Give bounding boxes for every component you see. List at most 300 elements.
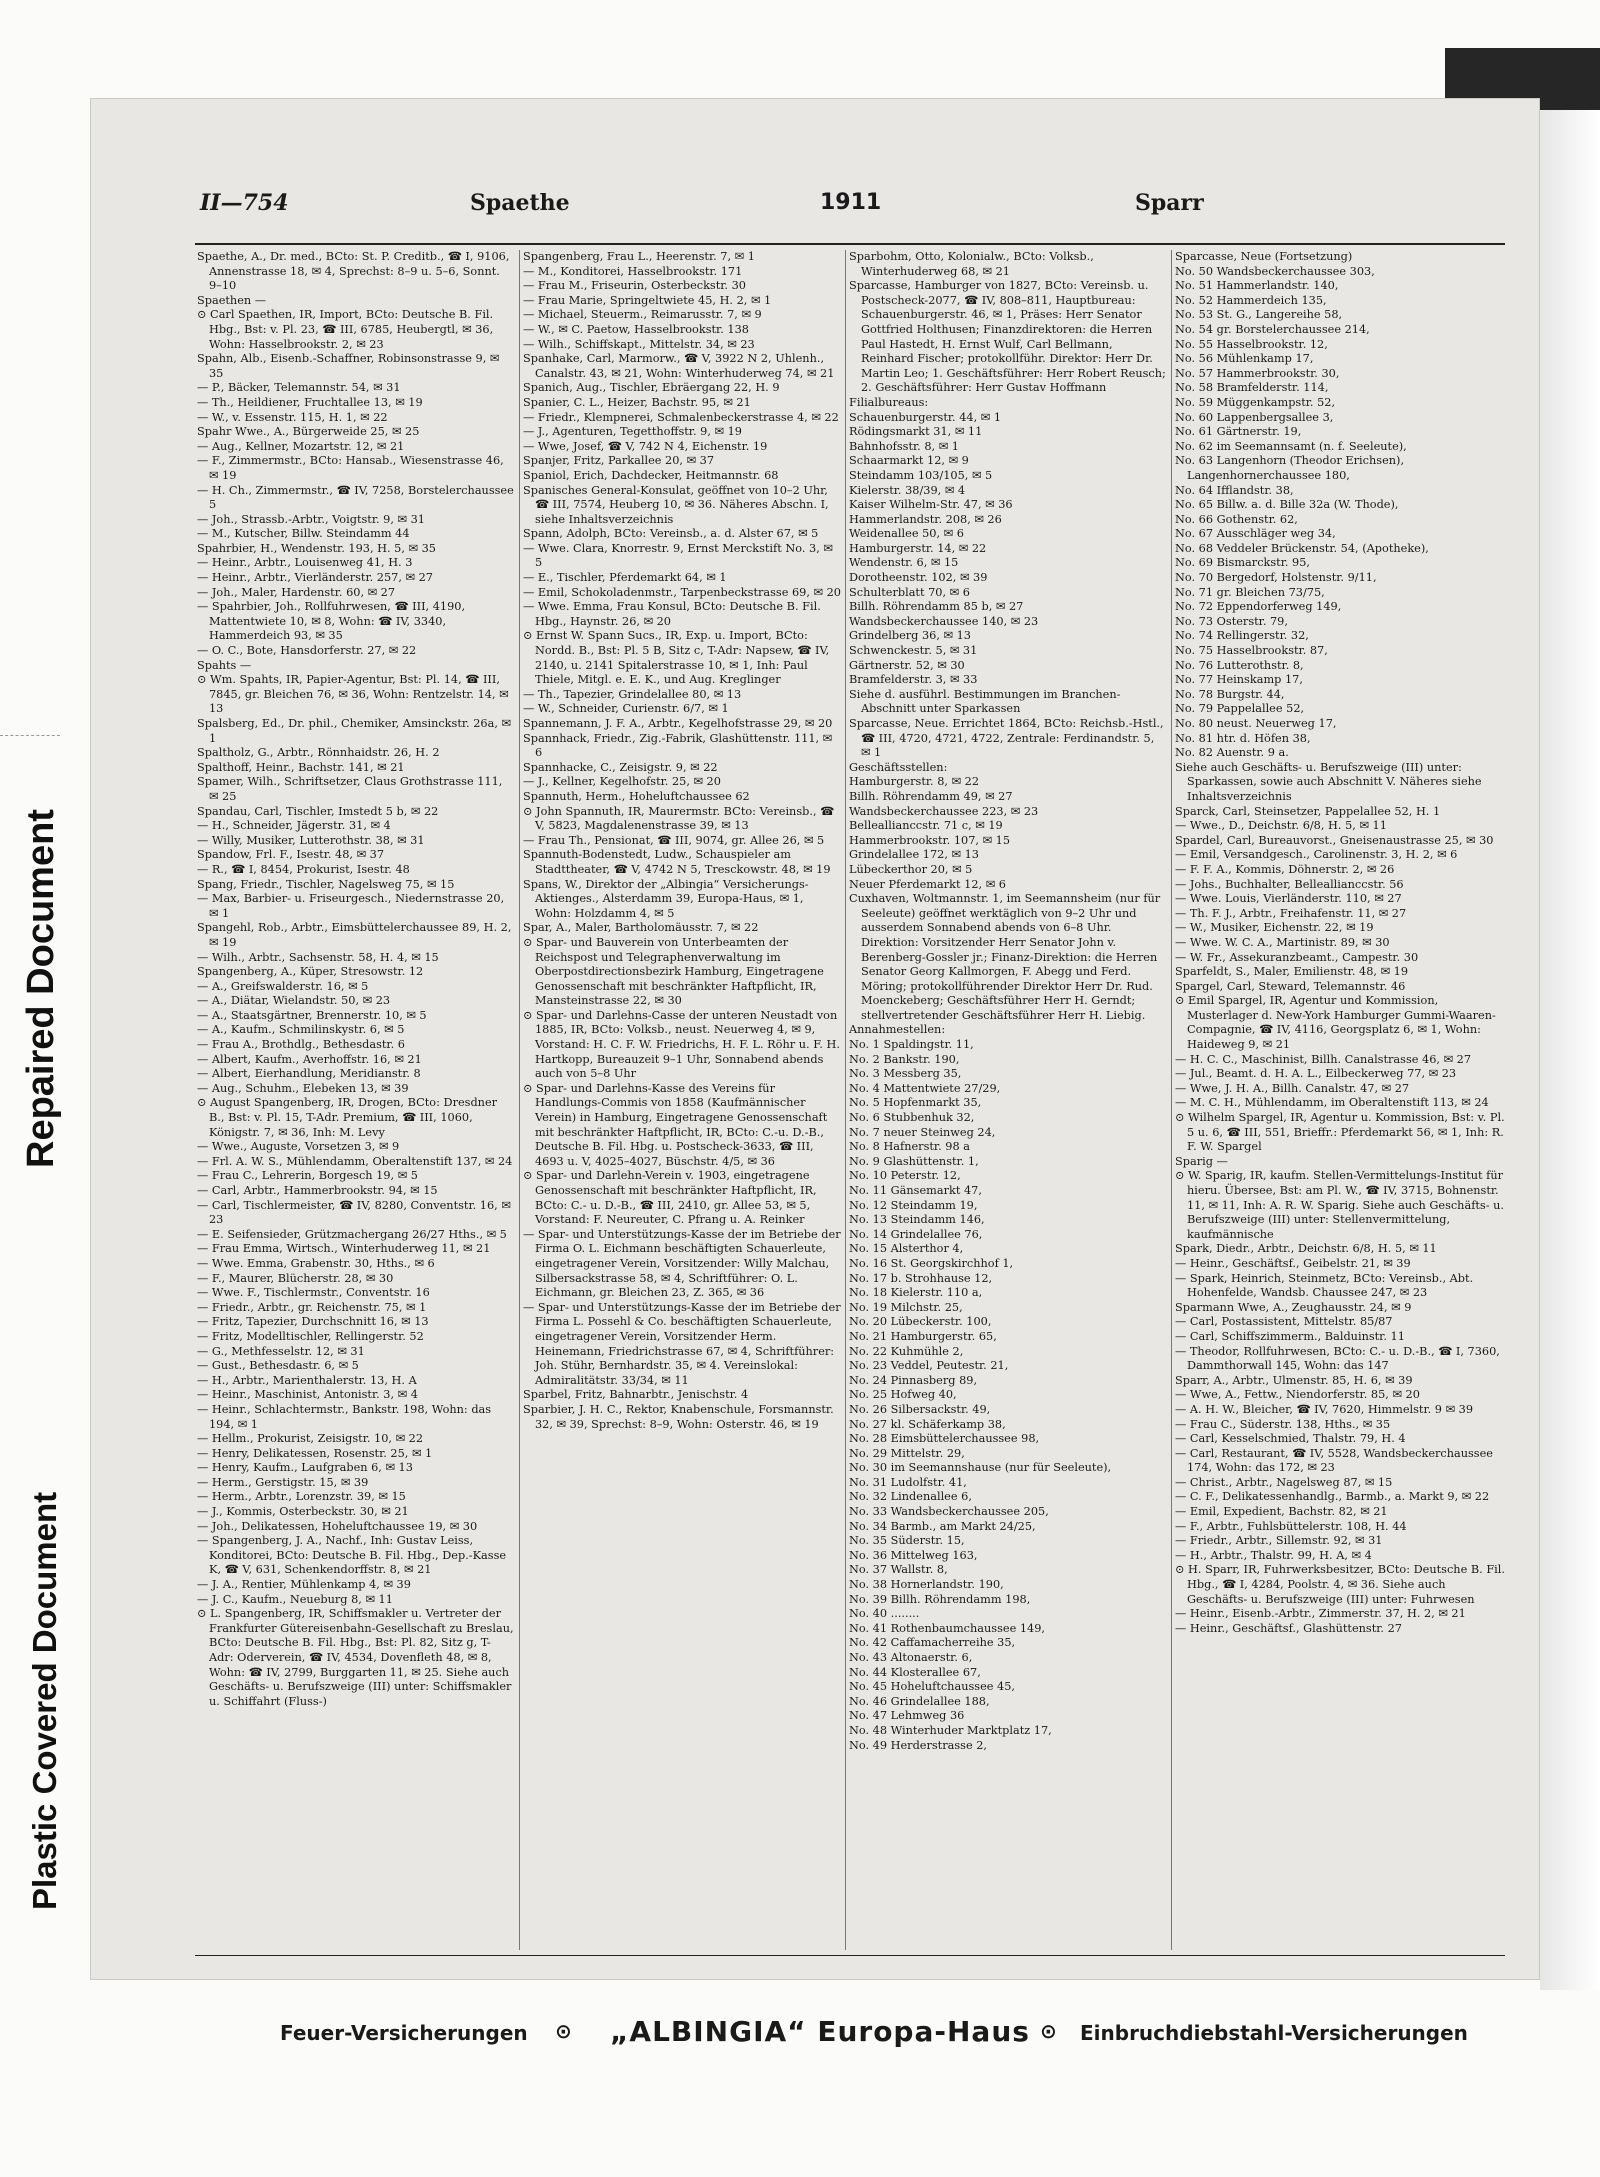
- column-divider: [519, 250, 520, 1950]
- directory-entry: — F., Zimmermstr., BCto: Hansab., Wiesenstrasse 46, ✉ 19: [197, 454, 504, 482]
- directory-entry: — C. F., Delikatessenhandlg., Barmb., a. Markt 9, ✉ 22: [1175, 1490, 1490, 1504]
- directory-entry: No. 76 Lutterothstr. 8,: [1175, 658, 1304, 672]
- directory-entry: No. 12 Steindamm 19,: [849, 1198, 978, 1212]
- directory-entry: — Wwe. Clara, Knorrestr. 9, Ernst Merckstift No. 3, ✉ 5: [523, 541, 833, 570]
- directory-entry: Sparr, A., Arbtr., Ulmenstr. 85, H. 6, ✉ 39: [1175, 1373, 1413, 1387]
- directory-entry: — Albert, Eierhandlung, Meridianstr. 8: [197, 1067, 421, 1081]
- directory-entry: — Heinr., Maschinist, Antonistr. 3, ✉ 4: [197, 1388, 418, 1402]
- directory-entry: Spanjer, Fritz, Parkallee 20, ✉ 37: [523, 454, 715, 468]
- directory-entry: Geschäftsstellen:: [849, 760, 948, 774]
- directory-entry: Spangenberg, Frau L., Heerenstr. 7, ✉ 1: [523, 250, 755, 263]
- directory-entry: ⊙ Ernst W. Spann Sucs., IR, Exp. u. Import, BCto: Nordd. B., Bst: Pl. 5 B, Sitz c, T-Adr: Napsew, ☎ IV, 2140, u. 2141 Spitalerstrasse 10, ✉ 1, Inh: Paul Thiele, Mitgl. e. E. K., und Aug. Kreglinger: [523, 629, 830, 687]
- directory-entry: — Henry, Delikatessen, Rosenstr. 25, ✉ 1: [197, 1446, 433, 1460]
- directory-entry: — Frau C., Lehrerin, Borgesch 19, ✉ 5: [197, 1169, 418, 1183]
- directory-entry: No. 78 Burgstr. 44,: [1175, 687, 1285, 701]
- directory-entry: — J., Kellner, Kegelhofstr. 25, ✉ 20: [523, 775, 721, 789]
- directory-entry: — Fritz, Modelltischler, Rellingerstr. 52: [197, 1329, 424, 1343]
- directory-entry: — H., Arbtr., Thalstr. 99, H. A, ✉ 4: [1175, 1548, 1372, 1562]
- directory-entry: No. 81 htr. d. Höfen 38,: [1175, 731, 1311, 745]
- directory-entry: Spannuth, Herm., Hoheluftchaussee 62: [523, 789, 750, 803]
- directory-entry: — Spangenberg, J. A., Nachf., Inh: Gustav Leiss, Konditorei, BCto: Deutsche B. Fil. Hbg., Dep.-Kasse K, ☎ V, 631, Schenkendorffstr. 8, ✉ 21: [197, 1534, 507, 1577]
- directory-entry: — Joh., Strassb.-Arbtr., Voigtstr. 9, ✉ 31: [197, 512, 425, 526]
- directory-entry: — Joh., Delikatessen, Hoheluftchaussee 19, ✉ 30: [197, 1519, 478, 1533]
- directory-entry: No. 60 Lappenbergsallee 3,: [1175, 410, 1334, 424]
- directory-entry: — Heinr., Geschäftsf., Glashüttenstr. 27: [1175, 1621, 1402, 1635]
- directory-entry: ⊙ Spar- und Darlehn-Verein v. 1903, eingetragene Genossenschaft mit beschränkter Haftpflicht, IR, BCto: C.- u. D.-B., ☎ III, 2410, gr. Allee 53, ✉ 5, Vorstand: F. Neureuter, C. Pfrang u. A. Reinker: [523, 1169, 817, 1227]
- directory-entry: — Friedr., Arbtr., Sillemstr. 92, ✉ 31: [1175, 1534, 1383, 1548]
- directory-entry: Sparck, Carl, Steinsetzer, Pappelallee 52, H. 1: [1175, 804, 1441, 818]
- directory-entry: Siehe auch Geschäfts- u. Berufszweige (III) unter: Sparkassen, sowie auch Abschnitt V. Näheres siehe Inhaltsverzeichnis: [1175, 760, 1482, 803]
- directory-entry: Spanisches General-Konsulat, geöffnet von 10–2 Uhr, ☎ III, 7574, Heuberg 10, ✉ 36. Näheres Abschn. I, siehe Inhaltsverzeichnis: [523, 483, 829, 526]
- directory-entry: ⊙ Spar- und Darlehns-Casse der unteren Neustadt von 1885, IR, BCto: Volksb., neust. Neuerweg 4, ✉ 9, Vorstand: H. C. F. W. Friedrichs, H. F. L. Röhr u. F. H. Hartkopp, Bureauzeit 9–1 Uhr, Sonnabend abends auch von 5–8 Uhr: [523, 1008, 840, 1081]
- directory-entry: No. 38 Hornerlandstr. 190,: [849, 1578, 1004, 1592]
- directory-entry: ⊙ August Spangenberg, IR, Drogen, BCto: Dresdner B., Bst: v. Pl. 15, T-Adr. Premium, ☎ III, 1060, Königstr. 7, ✉ 36, Inh: M. Levy: [197, 1096, 498, 1139]
- directory-entry: Schwenckestr. 5, ✉ 31: [849, 644, 978, 658]
- ad-burglary-insurance: Einbruchdiebstahl-Versicherungen: [1080, 2021, 1468, 2045]
- directory-entry: Spalthoff, Heinr., Bachstr. 141, ✉ 21: [197, 760, 405, 774]
- directory-entry: Schauenburgerstr. 44, ✉ 1: [849, 410, 1002, 424]
- directory-entry: Sparbohm, Otto, Kolonialw., BCto: Volksb., Winterhuderweg 68, ✉ 21: [849, 250, 1094, 278]
- directory-entry: Sparfeldt, S., Maler, Emilienstr. 48, ✉ 19: [1175, 965, 1409, 979]
- directory-entry: No. 1 Spaldingstr. 11,: [849, 1038, 974, 1052]
- directory-entry: Wandsbeckerchaussee 223, ✉ 23: [849, 804, 1039, 818]
- directory-entry: No. 72 Eppendorferweg 149,: [1175, 600, 1342, 614]
- directory-entry: — Wwe. Emma, Grabenstr. 30, Hths., ✉ 6: [197, 1256, 435, 1270]
- directory-entry: Belleallianccstr. 71 c, ✉ 19: [849, 819, 1003, 833]
- directory-entry: — A., Greifswalderstr. 16, ✉ 5: [197, 979, 369, 993]
- directory-entry: ⊙ Wm. Spahts, IR, Papier-Agentur, Bst: Pl. 14, ☎ III, 7845, gr. Bleichen 76, ✉ 36, Wohn: Rentzelstr. 14, ✉ 13: [197, 673, 509, 716]
- directory-entry: No. 48 Winterhuder Marktplatz 17,: [849, 1723, 1052, 1737]
- directory-entry: — Frau A., Brothdlg., Bethesdastr. 6: [197, 1038, 405, 1052]
- directory-entry: — Th., Heildiener, Fruchtallee 13, ✉ 19: [197, 395, 423, 409]
- directory-entry: Sparcasse, Hamburger von 1827, BCto: Vereinsb. u. Postscheck-2077, ☎ IV, 808–811, Hauptbureau: Schauenburgerstr. 46, ✉ 1, Präses: Herr Senator Gottfried Holthusen; Finanzdirektoren: die Herren Paul Hastedt, H. Ernst Wulf, Carl Bellmann, Reinhard Fischer; protokollführ. Direktor: Herr Dr. Martin Leo; 1. Geschäftsführer: Herr Robert Reusch; 2. Geschäftsführer: Herr Gustav Hoffmann: [849, 279, 1166, 395]
- directory-entry: — Wwe, Josef, ☎ V, 742 N 4, Eichenstr. 19: [523, 439, 768, 453]
- directory-entry: No. 75 Hasselbrookstr. 87,: [1175, 644, 1328, 658]
- directory-entry: No. 63 Langenhorn (Theodor Erichsen), Langenhornerchaussee 180,: [1175, 454, 1405, 482]
- directory-entry: No. 51 Hammerlandstr. 140,: [1175, 279, 1339, 293]
- directory-entry: — J. C., Kaufm., Neueburg 8, ✉ 11: [197, 1592, 393, 1606]
- directory-entry: No. 80 neust. Neuerweg 17,: [1175, 717, 1337, 730]
- directory-entry: No. 11 Gänsemarkt 47,: [849, 1184, 982, 1197]
- directory-entry: ⊙ W. Sparig, IR, kaufm. Stellen-Vermittelungs-Institut für hieru. Übersee, Bst: am Pl. W., ☎ IV, 3715, Bohnenstr. 11, ✉ 11, Inh: A. R. W. Sparig. Siehe auch Geschäfts- u. Berufszweige (III) unter: Stellenvermittelung, kaufmännische: [1175, 1169, 1504, 1241]
- directory-entry: — Heinr., Geschäftsf., Geibelstr. 21, ✉ 39: [1175, 1256, 1411, 1270]
- directory-entry: No. 42 Caffamacherreihe 35,: [849, 1636, 1016, 1650]
- directory-entry: No. 37 Wallstr. 8,: [849, 1563, 948, 1577]
- directory-entry: No. 32 Lindenallee 6,: [849, 1490, 972, 1504]
- directory-entry: — Michael, Steuerm., Reimarusstr. 7, ✉ 9: [523, 308, 762, 322]
- directory-entry: — Spark, Heinrich, Steinmetz, BCto: Vereinsb., Abt. Hohenfelde, Wandsb. Chaussee 247, ✉ 23: [1175, 1271, 1474, 1300]
- directory-entry: Cuxhaven, Woltmannstr. 1, im Seemannsheim (nur für Seeleute) geöffnet werktäglich von 9–2 Uhr und ausserdem Sonnabend abends von 6–8 Uhr. Direktion: Vorsitzender Herr Senator John v. Berenberg-Gossler jr.; Finanz-Direktion: die Herren Senator Georg Kallmorgen, F. Abegg und Ferd. Möring; protokollführender Direktor Herr Dr. Rud. Moenckeberg; Geschäftsführer Herr H. Gerndt; stellvertretender Geschäftsführer Herr H. Liebig.: [849, 892, 1161, 1022]
- directory-entry: Spargel, Carl, Steward, Telemannstr. 46: [1175, 979, 1406, 993]
- directory-entry: Spannhack, Friedr., Zig.-Fabrik, Glashüttenstr. 111, ✉ 6: [523, 731, 833, 760]
- directory-entry: Wendenstr. 6, ✉ 15: [849, 556, 959, 570]
- directory-entry: — Frau C., Süderstr. 138, Hths., ✉ 35: [1175, 1417, 1391, 1431]
- directory-entry: — Wilh., Arbtr., Sachsenstr. 58, H. 4, ✉ 15: [197, 950, 439, 964]
- directory-entry: Spangenberg, A., Küper, Stresowstr. 12: [197, 965, 424, 979]
- directory-entry: — Emil, Versandgesch., Carolinenstr. 3, H. 2, ✉ 6: [1175, 848, 1458, 862]
- directory-entry: No. 30 im Seemannshause (nur für Seeleute),: [849, 1461, 1112, 1475]
- directory-column-2: [523, 250, 841, 1950]
- directory-entry: — H. Ch., Zimmermstr., ☎ IV, 7258, Borstelerchaussee 5: [197, 483, 514, 512]
- directory-entry: — Frau Th., Pensionat, ☎ III, 9074, gr. Allee 26, ✉ 5: [523, 833, 825, 847]
- directory-entry: Hammerlandstr. 208, ✉ 26: [849, 512, 1002, 526]
- directory-entry: — Gust., Bethesdastr. 6, ✉ 5: [197, 1359, 359, 1373]
- directory-entry: Billh. Röhrendamm 85 b, ✉ 27: [849, 600, 1024, 614]
- directory-entry: No. 61 Gärtnerstr. 19,: [1175, 425, 1302, 439]
- directory-entry: — W., v. Essenstr. 115, H. 1, ✉ 22: [197, 410, 388, 424]
- directory-entry: Spang, Friedr., Tischler, Nagelsweg 75, ✉ 15: [197, 877, 455, 891]
- directory-entry: No. 29 Mittelstr. 29,: [849, 1446, 965, 1460]
- directory-entry: — Carl, Postassistent, Mittelstr. 85/87: [1175, 1315, 1393, 1329]
- directory-entry: — Friedr., Klempnerei, Schmalenbeckerstrasse 4, ✉ 22: [523, 410, 839, 424]
- directory-entry: No. 16 St. Georgskirchhof 1,: [849, 1256, 1014, 1270]
- directory-entry: — M., Konditorei, Hasselbrookstr. 171: [523, 264, 743, 278]
- directory-entry: No. 70 Bergedorf, Holstenstr. 9/11,: [1175, 571, 1377, 585]
- directory-entry: Spamer, Wilh., Schriftsetzer, Claus Grothstrasse 111, ✉ 25: [197, 775, 503, 803]
- directory-entry: ⊙ L. Spangenberg, IR, Schiffsmakler u. Vertreter der Frankfurter Gütereisenbahn-Gesellschaft zu Breslau, BCto: Deutsche B. Fil. Hbg., Bst: Pl. 82, Sitz g, T-Adr: Oderverein, ☎ IV, 4534, Dovenfleth 48, ✉ 8, Wohn: ☎ IV, 2799, Burggarten 11, ✉ 25. Siehe auch Geschäfts- u. Berufszweige (III) unter: Schiffsmakler u. Schiffahrt (Fluss-): [197, 1607, 514, 1708]
- directory-entry: No. 45 Hoheluftchaussee 45,: [849, 1680, 1015, 1694]
- directory-entry: — Frau Emma, Wirtsch., Winterhuderweg 11, ✉ 21: [197, 1242, 491, 1256]
- directory-entry: Grindelallee 172, ✉ 13: [849, 848, 979, 862]
- directory-entry: No. 52 Hammerdeich 135,: [1175, 293, 1327, 307]
- directory-entry: Spannuth-Bodenstedt, Ludw., Schauspieler am Stadttheater, ☎ V, 4742 N 5, Tresckowstr. 48, ✉ 19: [523, 848, 831, 876]
- directory-entry: No. 31 Ludolfstr. 41,: [849, 1475, 967, 1489]
- directory-entry: Kielerstr. 38/39, ✉ 4: [849, 483, 966, 497]
- directory-entry: — Heinr., Schlachtermstr., Bankstr. 198, Wohn: das 194, ✉ 1: [197, 1402, 492, 1431]
- directory-entry: — Willy, Musiker, Lutterothstr. 38, ✉ 31: [197, 833, 425, 847]
- directory-entry: Siehe d. ausführl. Bestimmungen im Branchen-Abschnitt unter Sparkassen: [849, 687, 1121, 716]
- directory-entry: Wandsbeckerchaussee 140, ✉ 23: [849, 614, 1039, 628]
- running-head: [100, 190, 1530, 230]
- directory-entry: Spanier, C. L., Heizer, Bachstr. 95, ✉ 21: [523, 395, 751, 409]
- directory-entry: No. 58 Bramfelderstr. 114,: [1175, 381, 1329, 395]
- directory-entry: Bramfelderstr. 3, ✉ 33: [849, 673, 978, 687]
- ad-bullet-icon: ⊙: [555, 2019, 572, 2043]
- directory-entry: No. 10 Peterstr. 12,: [849, 1169, 961, 1183]
- directory-entry: ⊙ Spar- und Bauverein von Unterbeamten der Reichspost und Telegraphenverwaltung im Oberpostdirectionsbezirk Hamburg, Eingetragene Genossenschaft mit beschränkter Haftpflicht, IR, Mansteinstrasse 22, ✉ 30: [523, 935, 824, 1008]
- directory-entry: Kaiser Wilhelm-Str. 47, ✉ 36: [849, 498, 1013, 512]
- directory-entry: No. 56 Mühlenkamp 17,: [1175, 352, 1314, 366]
- directory-entry: Schaarmarkt 12, ✉ 9: [849, 454, 969, 468]
- directory-entry: Spans, W., Direktor der „Albingia“ Versicherungs-Aktienges., Alsterdamm 39, Europa-Haus, ✉ 1, Wohn: Holzdamm 4, ✉ 5: [523, 877, 809, 920]
- page-number: II—754: [200, 190, 289, 216]
- directory-entry: — M., Kutscher, Billw. Steindamm 44: [197, 527, 410, 541]
- directory-entry: — Heinr., Arbtr., Louisenweg 41, H. 3: [197, 556, 413, 570]
- directory-entry: Spandau, Carl, Tischler, Imstedt 5 b, ✉ 22: [197, 804, 439, 818]
- header-rule: [195, 243, 1505, 245]
- directory-entry: — Spar- und Unterstützungs-Kasse der im Betriebe der Firma O. L. Eichmann beschäftigten Schauerleute, eingetragener Verein, Vorsitzender: Willy Malchau, Silbersackstrasse 58, ✉ 4, Schriftführer: O. L. Eichmann, gr. Bleichen 23, Z. 365, ✉ 36: [523, 1227, 841, 1300]
- directory-entry: Spanhake, Carl, Marmorw., ☎ V, 3922 N 2, Uhlenh., Canalstr. 43, ✉ 21, Wohn: Winterhuderweg 74, ✉ 21: [523, 352, 835, 380]
- directory-entry: No. 2 Bankstr. 190,: [849, 1052, 960, 1066]
- directory-entry: No. 64 Ifflandstr. 38,: [1175, 483, 1294, 497]
- directory-entry: Filialbureaus:: [849, 395, 929, 409]
- directory-entry: — F. F. A., Kommis, Döhnerstr. 2, ✉ 26: [1175, 862, 1395, 876]
- directory-entry: — F., Arbtr., Fuhlsbüttelerstr. 108, H. 44: [1175, 1519, 1407, 1533]
- directory-entry: No. 67 Ausschläger weg 34,: [1175, 527, 1336, 541]
- directory-entry: — Joh., Maler, Hardenstr. 60, ✉ 27: [197, 585, 396, 599]
- directory-entry: — H., Arbtr., Marienthalerstr. 13, H. A: [197, 1373, 417, 1387]
- directory-entry: — Henry, Kaufm., Laufgraben 6, ✉ 13: [197, 1461, 413, 1475]
- directory-entry: Spaethe, A., Dr. med., BCto: St. P. Creditb., ☎ I, 9106, Annenstrasse 18, ✉ 4, Sprechst: 8–9 u. 5–6, Sonnt. 9–10: [197, 250, 510, 293]
- directory-entry: No. 66 Gothenstr. 62,: [1175, 512, 1298, 526]
- directory-entry: — A. H. W., Bleicher, ☎ IV, 7620, Himmelstr. 9 ✉ 39: [1175, 1402, 1474, 1416]
- directory-entry: — Carl, Restaurant, ☎ IV, 5528, Wandsbeckerchaussee 174, Wohn: das 172, ✉ 23: [1175, 1446, 1493, 1475]
- directory-entry: — Friedr., Arbtr., gr. Reichenstr. 75, ✉ 1: [197, 1300, 427, 1314]
- directory-entry: — Herm., Gerstigstr. 15, ✉ 39: [197, 1475, 369, 1489]
- directory-entry: Spark, Diedr., Arbtr., Deichstr. 6/8, H. 5, ✉ 11: [1175, 1242, 1437, 1256]
- directory-entry: No. 4 Mattentwiete 27/29,: [849, 1081, 1001, 1095]
- directory-entry: No. 36 Mittelweg 163,: [849, 1548, 978, 1562]
- directory-entry: — W. Fr., Assekuranzbeamt., Campestr. 30: [1175, 950, 1419, 964]
- directory-entry: Spannhacke, C., Zeisigstr. 9, ✉ 22: [523, 760, 718, 774]
- directory-entry: — Johs., Buchhalter, Belleallianccstr. 56: [1175, 877, 1404, 891]
- directory-entry: — Frau M., Friseurin, Osterbeckstr. 30: [523, 279, 746, 293]
- directory-entry: No. 15 Alsterthor 4,: [849, 1242, 964, 1256]
- directory-entry: Spar, A., Maler, Bartholomäusstr. 7, ✉ 22: [523, 921, 759, 935]
- directory-entry: ⊙ Emil Spargel, IR, Agentur und Kommission, Musterlager d. New-York Hamburger Gummi-Waaren-Compagnie, ☎ IV, 4116, Georgsplatz 6, ✉ 1, Wohn: Haideweg 9, ✉ 21: [1175, 994, 1496, 1052]
- directory-entry: Hamburgerstr. 8, ✉ 22: [849, 775, 980, 789]
- directory-entry: — Frau Marie, Springeltwiete 45, H. 2, ✉ 1: [523, 293, 772, 307]
- directory-entry: Rödingsmarkt 31, ✉ 11: [849, 425, 983, 439]
- directory-entry: No. 68 Veddeler Brückenstr. 54, (Apotheke),: [1175, 541, 1429, 555]
- directory-entry: — Max, Barbier- u. Friseurgesch., Niedernstrasse 20, ✉ 1: [197, 892, 505, 920]
- directory-entry: — G., Methfesselstr. 12, ✉ 31: [197, 1344, 365, 1358]
- directory-entry: Spardel, Carl, Bureauvorst., Gneisenaustrasse 25, ✉ 30: [1175, 833, 1494, 847]
- directory-entry: No. 79 Pappelallee 52,: [1175, 702, 1305, 716]
- directory-entry: — Albert, Kaufm., Averhoffstr. 16, ✉ 21: [197, 1052, 422, 1066]
- directory-entry: Gärtnerstr. 52, ✉ 30: [849, 658, 965, 672]
- directory-entry: — W., Musiker, Eichenstr. 22, ✉ 19: [1175, 921, 1374, 935]
- directory-entry: No. 57 Hammerbrookstr. 30,: [1175, 366, 1340, 380]
- directory-entry: — H., Schneider, Jägerstr. 31, ✉ 4: [197, 819, 391, 833]
- directory-entry: No. 35 Süderstr. 15,: [849, 1534, 965, 1548]
- directory-entry: — Th. F. J., Arbtr., Freihafenstr. 11, ✉ 27: [1175, 906, 1407, 920]
- directory-entry: No. 82 Auenstr. 9 a.: [1175, 746, 1289, 760]
- plastic-covered-document-label: Plastic Covered Document: [26, 1491, 63, 1910]
- directory-entry: — E., Tischler, Pferdemarkt 64, ✉ 1: [523, 571, 727, 585]
- directory-entry: — Heinr., Arbtr., Vierländerstr. 257, ✉ 27: [197, 571, 433, 585]
- directory-entry: — Wwe., Auguste, Vorsetzen 3, ✉ 9: [197, 1140, 400, 1154]
- directory-entry: — Wwe., D., Deichstr. 6/8, H. 5, ✉ 11: [1175, 819, 1387, 833]
- directory-entry: — Emil, Schokoladenmstr., Tarpenbeckstrasse 69, ✉ 20: [523, 585, 841, 599]
- directory-entry: — A., Diätar, Wielandstr. 50, ✉ 23: [197, 994, 391, 1008]
- directory-entry: Hamburgerstr. 14, ✉ 22: [849, 541, 987, 555]
- directory-entry: Annahmestellen:: [849, 1023, 946, 1037]
- directory-entry: No. 14 Grindelallee 76,: [849, 1227, 983, 1241]
- directory-entry: No. 9 Glashüttenstr. 1,: [849, 1154, 979, 1168]
- directory-entry: — A., Kaufm., Schmilinskystr. 6, ✉ 5: [197, 1023, 405, 1037]
- directory-entry: — A., Staatsgärtner, Brennerstr. 10, ✉ 5: [197, 1008, 427, 1022]
- directory-entry: Sparmann Wwe, A., Zeughausstr. 24, ✉ 9: [1175, 1300, 1412, 1314]
- directory-entry: No. 54 gr. Borstelerchaussee 214,: [1175, 322, 1370, 336]
- directory-entry: — Carl, Schiffszimmerm., Balduinstr. 11: [1175, 1329, 1405, 1343]
- directory-entry: Spannemann, J. F. A., Arbtr., Kegelhofstrasse 29, ✉ 20: [523, 717, 833, 730]
- directory-entry: — Fritz, Tapezier, Durchschnitt 16, ✉ 13: [197, 1315, 429, 1329]
- directory-entry: No. 13 Steindamm 146,: [849, 1213, 985, 1227]
- directory-entry: Sparcasse, Neue (Fortsetzung): [1175, 250, 1353, 263]
- directory-entry: — Aug., Schuhm., Elebeken 13, ✉ 39: [197, 1081, 409, 1095]
- page-edge-shadow: [1540, 110, 1600, 1990]
- directory-entry: — Theodor, Rollfuhrwesen, BCto: C.- u. D.-B., ☎ I, 7360, Dammthorwall 145, Wohn: das 147: [1175, 1344, 1500, 1373]
- directory-entry: — E. Seifensieder, Grützmachergang 26/27 Hths., ✉ 5: [197, 1227, 507, 1241]
- directory-entry: — J. A., Rentier, Mühlenkamp 4, ✉ 39: [197, 1578, 411, 1592]
- directory-entry: — R., ☎ I, 8454, Prokurist, Isestr. 48: [197, 862, 410, 876]
- directory-entry: Spaniol, Erich, Dachdecker, Heitmannstr. 68: [523, 468, 779, 482]
- directory-entry: — Emil, Expedient, Bachstr. 82, ✉ 21: [1175, 1505, 1388, 1519]
- directory-entry: No. 5 Hopfenmarkt 35,: [849, 1096, 982, 1110]
- directory-entry: — J., Kommis, Osterbeckstr. 30, ✉ 21: [197, 1505, 409, 1519]
- directory-entry: — Carl, Arbtr., Hammerbrookstr. 94, ✉ 15: [197, 1184, 438, 1197]
- directory-entry: Hammerbrookstr. 107, ✉ 15: [849, 833, 1011, 847]
- directory-entry: No. 69 Bismarckstr. 95,: [1175, 556, 1311, 570]
- directory-entry: Schulterblatt 70, ✉ 6: [849, 585, 970, 599]
- directory-entry: — Hellm., Prokurist, Zeisigstr. 10, ✉ 22: [197, 1432, 424, 1446]
- directory-entry: No. 33 Wandsbeckerchaussee 205,: [849, 1505, 1049, 1519]
- directory-entry: Weidenallee 50, ✉ 6: [849, 527, 964, 541]
- directory-entry: No. 8 Hafnerstr. 98 a: [849, 1140, 970, 1154]
- directory-entry: Spahn, Alb., Eisenb.-Schaffner, Robinsonstrasse 9, ✉ 35: [197, 352, 500, 380]
- directory-entry: — O. C., Bote, Hansdorferstr. 27, ✉ 22: [197, 644, 417, 658]
- directory-entry: Spahrbier, H., Wendenstr. 193, H. 5, ✉ 35: [197, 541, 436, 555]
- head-left-name: Spaethe: [470, 190, 570, 216]
- directory-entry: ⊙ Wilhelm Spargel, IR, Agentur u. Kommission, Bst: v. Pl. 5 u. 6, ☎ III, 551, Brieffr.: Pferdemarkt 56, ✉ 1, Inh: R. F. W. Spargel: [1175, 1111, 1505, 1154]
- directory-entry: Lübeckerthor 20, ✉ 5: [849, 862, 973, 876]
- directory-entry: — Christ., Arbtr., Nagelsweg 87, ✉ 15: [1175, 1475, 1393, 1489]
- directory-entry: ⊙ John Spannuth, IR, Maurermstr. BCto: Vereinsb., ☎ V, 5823, Magdalenenstrasse 39, ✉ 13: [523, 804, 835, 833]
- directory-entry: Spangehl, Rob., Arbtr., Eimsbüttelerchaussee 89, H. 2, ✉ 19: [197, 921, 512, 949]
- footer-rule: [195, 1955, 1505, 1956]
- directory-entry: No. 23 Veddel, Peutestr. 21,: [849, 1359, 1009, 1373]
- directory-entry: — Wwe, J. H. A., Billh. Canalstr. 47, ✉ 27: [1175, 1081, 1410, 1095]
- directory-entry: — Spar- und Unterstützungs-Kasse der im Betriebe der Firma L. Possehl & Co. beschäftigten Schauerleute, eingetragener Verein, Vorsitzender Herm. Heinemann, Friedrichstrasse 67, ✉ 4, Schriftführer: Joh. Stühr, Bernhardstr. 35, ✉ 4. Vereinslokal: Admiralitätstr. 33/34, ✉ 11: [523, 1300, 841, 1387]
- directory-entry: No. 43 Altonaerstr. 6,: [849, 1651, 973, 1664]
- ad-albingia: „ALBINGIA“ Europa-Haus: [610, 2015, 1030, 2048]
- directory-entry: Spahr Wwe., A., Bürgerweide 25, ✉ 25: [197, 425, 420, 439]
- directory-entry: Spanich, Aug., Tischler, Ebräergang 22, H. 9: [523, 381, 780, 395]
- directory-entry: — F., Maurer, Blücherstr. 28, ✉ 30: [197, 1271, 394, 1285]
- directory-column-4: [1175, 250, 1505, 1950]
- directory-entry: Spahts —: [197, 658, 252, 672]
- directory-entry: — Carl, Tischlermeister, ☎ IV, 8280, Conventstr. 16, ✉ 23: [197, 1198, 511, 1227]
- directory-entry: No. 25 Hofweg 40,: [849, 1388, 957, 1402]
- directory-entry: Spann, Adolph, BCto: Vereinsb., a. d. Alster 67, ✉ 5: [523, 527, 819, 541]
- directory-entry: — H. C. C., Maschinist, Billh. Canalstrasse 46, ✉ 27: [1175, 1052, 1472, 1066]
- directory-entry: Sparig —: [1175, 1154, 1228, 1168]
- directory-entry: — Herm., Arbtr., Lorenzstr. 39, ✉ 15: [197, 1490, 406, 1504]
- directory-entry: — Wwe. F., Tischlermstr., Conventstr. 16: [197, 1286, 430, 1300]
- directory-entry: No. 74 Rellingerstr. 32,: [1175, 629, 1309, 643]
- directory-entry: No. 27 kl. Schäferkamp 38,: [849, 1417, 1006, 1431]
- directory-entry: — W., ✉ C. Paetow, Hasselbrookstr. 138: [523, 322, 749, 336]
- directory-column-3: [849, 250, 1167, 1950]
- directory-entry: No. 21 Hamburgerstr. 65,: [849, 1329, 997, 1343]
- directory-entry: — Th., Tapezier, Grindelallee 80, ✉ 13: [523, 687, 742, 701]
- directory-entry: No. 41 Rothenbaumchaussee 149,: [849, 1621, 1045, 1635]
- directory-entry: No. 3 Messberg 35,: [849, 1067, 962, 1081]
- directory-entry: No. 62 im Seemannsamt (n. f. Seeleute),: [1175, 439, 1407, 453]
- directory-entry: No. 28 Eimsbüttelerchaussee 98,: [849, 1432, 1040, 1446]
- directory-entry: Bahnhofsstr. 8, ✉ 1: [849, 439, 959, 453]
- directory-entry: No. 20 Lübeckerstr. 100,: [849, 1315, 992, 1329]
- directory-entry: No. 6 Stubbenhuk 32,: [849, 1111, 975, 1125]
- directory-entry: ⊙ Spar- und Darlehns-Kasse des Vereins für Handlungs-Commis von 1858 (Kaufmännischer Verein) in Hamburg, Eingetragene Genossenschaft mit beschränkter Haftpflicht, IR, BCto: C.-u. D.-B., Deutsche B. Fil. Hbg. u. Postscheck-3633, ☎ III, 4693 u. V, 4025–4027, Büschstr. 4/5, ✉ 36: [523, 1081, 828, 1168]
- directory-entry: No. 24 Pinnasberg 89,: [849, 1373, 978, 1387]
- directory-entry: — Wilh., Schiffskapt., Mittelstr. 34, ✉ 23: [523, 337, 755, 351]
- directory-entry: — Frl. A. W. S., Mühlendamm, Oberaltenstift 137, ✉ 24: [197, 1154, 513, 1168]
- directory-entry: — Heinr., Eisenb.-Arbtr., Zimmerstr. 37, H. 2, ✉ 21: [1175, 1607, 1466, 1621]
- directory-entry: No. 44 Klosterallee 67,: [849, 1665, 981, 1679]
- directory-entry: Sparbier, J. H. C., Rektor, Knabenschule, Forsmannstr. 32, ✉ 39, Sprechst: 8–9, Wohn: Osterstr. 46, ✉ 19: [523, 1402, 834, 1431]
- footer-advertisement: [240, 2015, 1490, 2051]
- directory-entry: Sparcasse, Neue. Errichtet 1864, BCto: Reichsb.-Hstl., ☎ III, 4720, 4721, 4722, Zentrale: Ferdinandstr. 5, ✉ 1: [849, 717, 1164, 760]
- directory-entry: Spalsberg, Ed., Dr. phil., Chemiker, Amsinckstr. 26a, ✉ 1: [197, 717, 511, 745]
- directory-entry: — Wwe. Louis, Vierländerstr. 110, ✉ 27: [1175, 892, 1402, 906]
- directory-entry: Sparbel, Fritz, Bahnarbtr., Jenischstr. 4: [523, 1388, 749, 1402]
- directory-entry: — Wwe, A., Fettw., Niendorferstr. 85, ✉ 20: [1175, 1388, 1420, 1402]
- directory-entry: Spaltholz, G., Arbtr., Rönnhaidstr. 26, H. 2: [197, 746, 440, 760]
- directory-entry: Dorotheenstr. 102, ✉ 39: [849, 571, 988, 585]
- directory-entry: No. 40 ........: [849, 1607, 920, 1621]
- directory-entry: No. 39 Billh. Röhrendamm 198,: [849, 1592, 1031, 1606]
- directory-entry: Billh. Röhrendamm 49, ✉ 27: [849, 789, 1013, 803]
- ad-bullet-icon: ⊙: [1040, 2019, 1057, 2043]
- directory-entry: No. 59 Müggenkampstr. 52,: [1175, 395, 1336, 409]
- directory-entry: No. 34 Barmb., am Markt 24/25,: [849, 1519, 1036, 1533]
- directory-entry: — Spahrbier, Joh., Rollfuhrwesen, ☎ III, 4190, Mattentwiete 10, ✉ 8, Wohn: ☎ IV, 3340, Hammerdeich 93, ✉ 35: [197, 600, 466, 643]
- directory-entry: — J., Agenturen, Tegetthoffstr. 9, ✉ 19: [523, 425, 742, 439]
- directory-entry: — Aug., Kellner, Mozartstr. 12, ✉ 21: [197, 439, 405, 453]
- directory-entry: No. 22 Kuhmühle 2,: [849, 1344, 964, 1358]
- directory-entry: — Carl, Kesselschmied, Thalstr. 79, H. 4: [1175, 1432, 1406, 1446]
- directory-entry: No. 19 Milchstr. 25,: [849, 1300, 963, 1314]
- directory-entry: ⊙ H. Sparr, IR, Fuhrwerksbesitzer, BCto: Deutsche B. Fil. Hbg., ☎ I, 4284, Poolstr. 4, ✉ 36. Siehe auch Geschäfts- u. Berufszweige (III) unter: Fuhrwesen: [1175, 1563, 1505, 1606]
- repaired-document-label: Repaired Document: [20, 809, 62, 1168]
- directory-entry: No. 71 gr. Bleichen 73/75,: [1175, 585, 1325, 599]
- directory-entry: No. 17 b. Strohhause 12,: [849, 1271, 993, 1285]
- column-divider: [1171, 250, 1172, 1950]
- directory-entry: No. 18 Kielerstr. 110 a,: [849, 1286, 983, 1300]
- directory-entry: — M. C. H., Mühlendamm, im Oberaltenstift 113, ✉ 24: [1175, 1096, 1489, 1110]
- directory-entry: — W., Schneider, Curienstr. 6/7, ✉ 1: [523, 702, 729, 716]
- cut-line: [0, 735, 60, 736]
- head-right-name: Sparr: [1135, 190, 1204, 216]
- directory-entry: No. 77 Heinskamp 17,: [1175, 673, 1303, 687]
- directory-entry: Spandow, Frl. F., Isestr. 48, ✉ 37: [197, 848, 385, 862]
- directory-entry: ⊙ Carl Spaethen, IR, Import, BCto: Deutsche B. Fil. Hbg., Bst: v. Pl. 23, ☎ III, 6785, Heubergtl, ✉ 36, Wohn: Hasselbrookstr. 2, ✉ 23: [197, 308, 494, 351]
- directory-entry: — Wwe. Emma, Frau Konsul, BCto: Deutsche B. Fil. Hbg., Haynstr. 26, ✉ 20: [523, 600, 821, 628]
- directory-entry: — P., Bäcker, Telemannstr. 54, ✉ 31: [197, 381, 401, 395]
- directory-entry: — Jul., Beamt. d. H. A. L., Eilbeckerweg 77, ✉ 23: [1175, 1067, 1457, 1081]
- column-divider: [845, 250, 846, 1950]
- directory-entry: Neuer Pferdemarkt 12, ✉ 6: [849, 877, 1006, 891]
- directory-entry: No. 50 Wandsbeckerchaussee 303,: [1175, 264, 1375, 278]
- directory-entry: No. 26 Silbersackstr. 49,: [849, 1402, 991, 1416]
- directory-entry: Grindelberg 36, ✉ 13: [849, 629, 971, 643]
- head-year: 1911: [820, 190, 882, 215]
- directory-column-1: [197, 250, 515, 1950]
- ad-fire-insurance: Feuer-Versicherungen: [280, 2021, 528, 2045]
- directory-entry: No. 47 Lehmweg 36: [849, 1709, 965, 1723]
- directory-entry: Spaethen —: [197, 293, 267, 307]
- directory-entry: No. 46 Grindelallee 188,: [849, 1694, 990, 1708]
- directory-entry: No. 55 Hasselbrookstr. 12,: [1175, 337, 1328, 351]
- directory-entry: No. 49 Herderstrasse 2,: [849, 1738, 988, 1752]
- directory-entry: Steindamm 103/105, ✉ 5: [849, 468, 993, 482]
- directory-entry: — Wwe. W. C. A., Martinistr. 89, ✉ 30: [1175, 935, 1390, 949]
- directory-entry: No. 65 Billw. a. d. Bille 32a (W. Thode),: [1175, 498, 1399, 512]
- directory-entry: No. 73 Osterstr. 79,: [1175, 614, 1288, 628]
- directory-entry: No. 7 neuer Steinweg 24,: [849, 1125, 996, 1139]
